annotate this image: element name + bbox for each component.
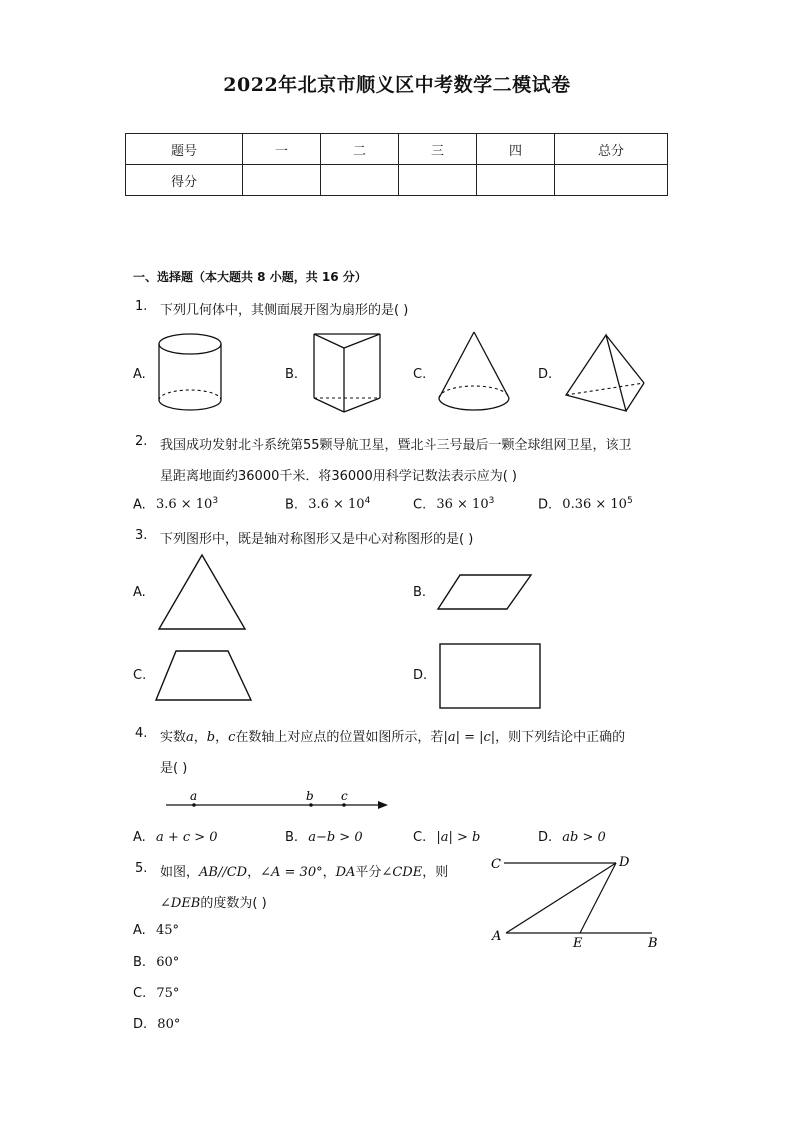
score-table-header-row — [126, 134, 668, 165]
question-text-line: 我国成功发射北斗系统第55颗导航卫星，暨北斗三号最后一颗全球组网卫星，该卫 — [160, 438, 632, 453]
option-text: 0.36 × 10 — [562, 497, 627, 513]
option-label: A. — [133, 497, 146, 513]
point-label-e: E — [573, 936, 583, 951]
option-label: C. — [413, 830, 427, 845]
option-a[interactable] — [133, 496, 218, 512]
parallelogram-figure — [436, 573, 534, 613]
axis-label-b: b — [306, 789, 314, 803]
option-label: D. — [538, 830, 553, 845]
option-b[interactable] — [285, 496, 370, 512]
score-cell[interactable] — [477, 165, 555, 196]
rectangle-figure — [439, 643, 543, 711]
option-label[interactable]: B. — [285, 367, 299, 382]
table-cell: 总分 — [555, 134, 668, 165]
table-cell: 四 — [477, 134, 555, 165]
option-b[interactable] — [133, 955, 179, 970]
score-cell[interactable] — [321, 165, 399, 196]
option-c[interactable] — [413, 830, 480, 845]
option-text: 36 × 10 — [436, 497, 489, 513]
option-label[interactable]: C. — [413, 367, 427, 382]
text-fragment: 的度数为( ) — [200, 896, 267, 911]
option-text: 3.6 × 10 — [155, 497, 213, 513]
option-label: C. — [413, 497, 427, 513]
question-text: 下列图形中，既是轴对称图形又是中心对称图形的是( ) — [160, 532, 474, 547]
question-text-line: 是( ) — [160, 761, 188, 776]
text-fragment: 实数 — [160, 730, 187, 745]
text-fragment: ，则下列结论中正确的 — [495, 730, 626, 745]
tetrahedron-figure — [562, 333, 648, 415]
score-table-row — [126, 165, 668, 196]
question-number: 1. — [135, 299, 148, 314]
question-text-line: 星距离地面约36000千米．将36000用科学记数法表示应为( ) — [160, 469, 517, 484]
variable-a: a — [186, 730, 194, 745]
option-exponent: 4 — [364, 496, 371, 506]
option-text: 60° — [156, 955, 180, 970]
point-label-c: C — [491, 857, 501, 872]
question-number: 4. — [135, 726, 148, 741]
number-line-figure — [164, 788, 394, 812]
option-a[interactable] — [133, 923, 179, 938]
table-cell: 题号 — [126, 134, 243, 165]
condition-expression: |a| = |c| — [443, 730, 496, 745]
option-c[interactable] — [133, 986, 179, 1001]
option-label: B. — [285, 830, 299, 845]
option-text: ab > 0 — [562, 830, 606, 845]
variable-c: c — [228, 730, 236, 745]
option-text: 45° — [155, 923, 179, 938]
option-text: a−b > 0 — [308, 830, 363, 845]
axis-label-c: c — [341, 789, 348, 803]
cylinder-figure — [155, 332, 225, 414]
axis-label-a: a — [190, 789, 198, 803]
question-text-line — [160, 861, 448, 880]
cone-figure — [435, 330, 513, 414]
option-text: 80° — [157, 1017, 181, 1032]
angle-cde: ∠CDE — [381, 865, 423, 880]
option-label: D. — [538, 497, 553, 513]
option-text: 3.6 × 10 — [308, 497, 365, 513]
table-cell: 三 — [399, 134, 477, 165]
option-label: A. — [133, 923, 146, 938]
option-label: B. — [285, 497, 299, 513]
option-label[interactable]: A. — [133, 585, 146, 600]
option-d[interactable] — [133, 1017, 180, 1032]
option-text: a + c > 0 — [155, 830, 218, 845]
text-fragment: ， — [193, 730, 207, 745]
option-d[interactable] — [538, 830, 606, 845]
option-label[interactable]: A. — [133, 367, 146, 382]
score-table — [125, 133, 668, 196]
option-exponent: 3 — [488, 496, 495, 506]
point-label-b: B — [648, 936, 658, 951]
option-label: C. — [133, 986, 147, 1001]
option-text: |a| > b — [436, 830, 481, 845]
text-fragment: ， — [215, 730, 229, 745]
angle-deb: ∠DEB — [160, 896, 201, 911]
page-title: 2022年北京市顺义区中考数学二模试卷 — [223, 74, 571, 96]
text-fragment: 平分 — [355, 865, 382, 880]
option-label[interactable]: B. — [413, 585, 427, 600]
point-label-a: A — [492, 929, 502, 944]
segment-da: DA — [335, 865, 356, 880]
section-heading: 一、选择题（本大题共 8 小题，共 16 分） — [133, 270, 367, 284]
table-cell: 二 — [321, 134, 399, 165]
point-label-d: D — [619, 855, 630, 870]
question-number: 2. — [135, 434, 148, 449]
score-cell[interactable] — [555, 165, 668, 196]
question-text-line — [160, 892, 267, 911]
option-label[interactable]: C. — [133, 668, 147, 683]
option-label[interactable]: D. — [413, 668, 428, 683]
text-fragment: ， — [322, 865, 336, 880]
question-text: 下列几何体中，其侧面展开图为扇形的是( ) — [160, 303, 409, 318]
trapezoid-figure — [154, 649, 254, 703]
option-label[interactable]: D. — [538, 367, 553, 382]
parallel-expression: AB//CD — [199, 865, 248, 880]
table-cell: 一 — [243, 134, 321, 165]
option-b[interactable] — [285, 830, 363, 845]
option-a[interactable] — [133, 830, 218, 845]
option-text: 75° — [156, 986, 180, 1001]
question-number: 5. — [135, 861, 148, 876]
score-cell[interactable] — [243, 165, 321, 196]
option-c[interactable] — [413, 496, 494, 512]
option-exponent: 3 — [212, 496, 219, 506]
score-cell[interactable] — [399, 165, 477, 196]
triangle-figure — [157, 553, 249, 633]
option-exponent: 5 — [626, 496, 633, 506]
option-label: B. — [133, 955, 147, 970]
text-fragment: 在数轴上对应点的位置如图所示，若 — [235, 730, 444, 745]
text-fragment: ， — [247, 865, 261, 880]
angle-expression: ∠A = 30° — [260, 865, 323, 880]
question-text-line — [160, 726, 625, 745]
variable-b: b — [206, 730, 216, 745]
option-label: A. — [133, 830, 146, 845]
text-fragment: ，则 — [422, 865, 449, 880]
question-number: 3. — [135, 528, 148, 543]
table-cell: 得分 — [126, 165, 243, 196]
triangular-prism-figure — [308, 330, 388, 416]
option-d[interactable] — [538, 496, 633, 512]
option-label: D. — [133, 1017, 148, 1032]
text-fragment: 如图， — [160, 865, 200, 880]
geometry-figure — [488, 852, 668, 954]
